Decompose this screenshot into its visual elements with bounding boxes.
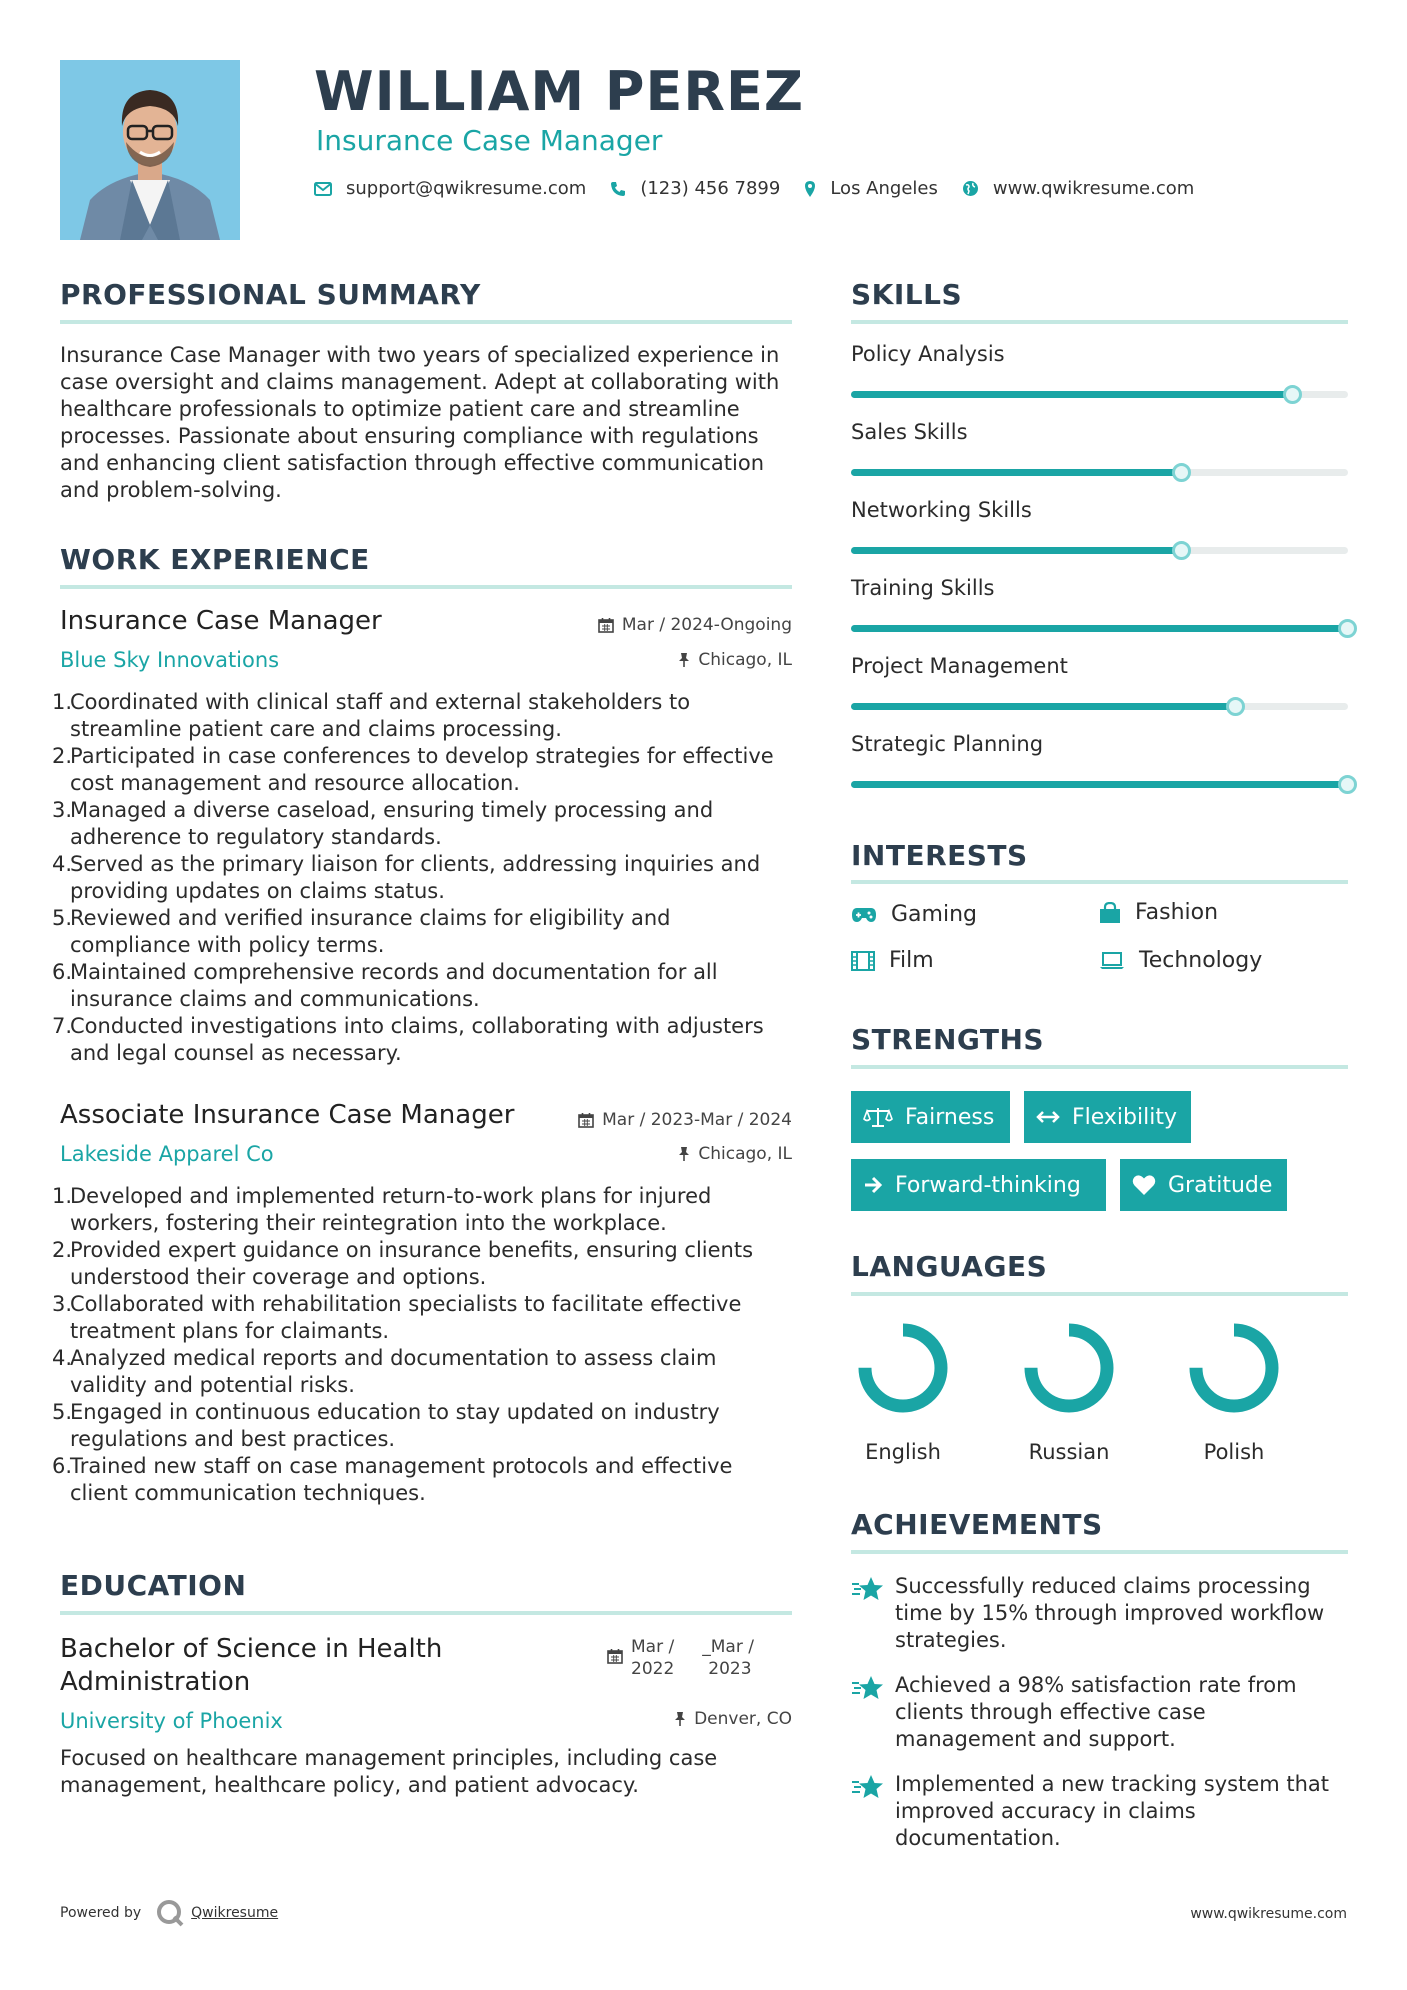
contact-bar bbox=[314, 178, 1218, 199]
skills-divider bbox=[851, 320, 1348, 324]
skill-bar-knob bbox=[1172, 541, 1191, 560]
job-location bbox=[678, 1144, 792, 1164]
skill-label: Sales Skills bbox=[851, 420, 968, 444]
list-text: Participated in case conferences to develop strategies for effective cost management and resource allocation. bbox=[70, 744, 774, 795]
languages-divider bbox=[851, 1292, 1348, 1296]
heart-icon bbox=[1132, 1174, 1156, 1196]
list-number: 1. bbox=[52, 690, 73, 714]
skill-bar-fill bbox=[851, 625, 1348, 632]
list-number: 6. bbox=[52, 1454, 73, 1478]
start-year: 2022 bbox=[631, 1659, 675, 1679]
interest-label: Fashion bbox=[1135, 900, 1219, 925]
language-item bbox=[833, 1318, 973, 1464]
language-label: English bbox=[865, 1440, 941, 1464]
interest-label: Technology bbox=[1139, 948, 1263, 973]
achievement-item bbox=[851, 1573, 1351, 1654]
job-title: Associate Insurance Case Manager bbox=[60, 1100, 515, 1130]
list-item bbox=[52, 1345, 792, 1399]
contact-website[interactable] bbox=[962, 178, 1194, 199]
language-ring-arc bbox=[865, 1330, 941, 1406]
job-location-text: Chicago, IL bbox=[698, 1144, 792, 1164]
list-item bbox=[52, 1013, 792, 1067]
list-item bbox=[52, 1291, 792, 1345]
pushpin-icon bbox=[674, 1711, 686, 1727]
list-text: Served as the primary liaison for clients, addressing inquiries and providing updates on claims status. bbox=[70, 852, 761, 903]
list-number: 6. bbox=[52, 960, 73, 984]
work-heading: WORK EXPERIENCE bbox=[60, 543, 370, 576]
list-number: 3. bbox=[52, 798, 73, 822]
phone-text: (123) 456 7899 bbox=[640, 178, 781, 199]
skill-label: Project Management bbox=[851, 654, 1068, 678]
job-location bbox=[678, 650, 792, 670]
calendar-icon bbox=[578, 1112, 594, 1128]
achievement-item bbox=[851, 1672, 1351, 1753]
education-heading: EDUCATION bbox=[60, 1569, 247, 1602]
strength-fairness bbox=[851, 1091, 1010, 1143]
interests-heading: INTERESTS bbox=[851, 839, 1028, 872]
list-text: Collaborated with rehabilitation specialists to facilitate effective treatment plans for claimants. bbox=[70, 1292, 742, 1343]
list-text: Managed a diverse caseload, ensuring timely processing and adherence to regulatory standards. bbox=[70, 798, 714, 849]
skill-bar-fill bbox=[851, 547, 1182, 554]
education-divider bbox=[60, 1611, 792, 1615]
job-dates bbox=[578, 1110, 792, 1130]
end-year: 2023 bbox=[708, 1659, 752, 1679]
list-item bbox=[52, 743, 792, 797]
calendar-icon bbox=[598, 617, 614, 633]
skill-bar-fill bbox=[851, 781, 1348, 788]
contact-location bbox=[804, 178, 938, 199]
list-number: 2. bbox=[52, 744, 73, 768]
skills-heading: SKILLS bbox=[851, 278, 963, 311]
job-location-text: Chicago, IL bbox=[698, 650, 792, 670]
list-text: Trained new staff on case management protocols and effective client communication techniques. bbox=[70, 1454, 733, 1505]
list-number: 5. bbox=[52, 1400, 73, 1424]
candidate-name: WILLIAM PEREZ bbox=[314, 60, 804, 123]
language-ring bbox=[1019, 1318, 1119, 1418]
list-number: 7. bbox=[52, 1014, 73, 1038]
interest-label: Gaming bbox=[891, 902, 977, 927]
achievements-divider bbox=[851, 1550, 1348, 1554]
skill-bar-fill bbox=[851, 703, 1236, 710]
end-month: _Mar / bbox=[702, 1637, 754, 1657]
list-text: Maintained comprehensive records and documentation for all insurance claims and communications. bbox=[70, 960, 718, 1011]
skill-bar-knob bbox=[1338, 619, 1357, 638]
interest-fashion bbox=[1099, 900, 1218, 925]
education-dates bbox=[607, 1636, 754, 1680]
job-bullets bbox=[52, 689, 792, 1067]
list-text: Analyzed medical reports and documentation to assess claim validity and potential risks. bbox=[70, 1346, 717, 1397]
achievement-item bbox=[851, 1771, 1351, 1852]
list-item bbox=[52, 1237, 792, 1291]
job-bullets bbox=[52, 1183, 792, 1507]
skill-label: Training Skills bbox=[851, 576, 995, 600]
skill-label: Policy Analysis bbox=[851, 342, 1005, 366]
skill-bar-knob bbox=[1226, 697, 1245, 716]
language-item bbox=[1164, 1318, 1304, 1464]
skill-bar-knob bbox=[1172, 463, 1191, 482]
achievement-text: Achieved a 98% satisfaction rate from clients through effective case management and support. bbox=[895, 1673, 1297, 1751]
star-icon bbox=[851, 1672, 895, 1753]
email-text: support@qwikresume.com bbox=[346, 178, 587, 199]
powered-by-text: Powered by bbox=[60, 1905, 142, 1921]
skill-bar-fill bbox=[851, 391, 1293, 398]
list-number: 4. bbox=[52, 1346, 73, 1370]
strength-forward-thinking bbox=[851, 1159, 1106, 1211]
list-number: 3. bbox=[52, 1292, 73, 1316]
profile-photo bbox=[60, 60, 240, 240]
strength-label: Fairness bbox=[905, 1104, 995, 1130]
list-item bbox=[52, 797, 792, 851]
language-ring-arc bbox=[1031, 1330, 1107, 1406]
skill-label: Networking Skills bbox=[851, 498, 1032, 522]
skill-bar bbox=[851, 703, 1348, 710]
list-item bbox=[52, 905, 792, 959]
company-name: Lakeside Apparel Co bbox=[60, 1142, 274, 1166]
interest-technology bbox=[1099, 948, 1262, 973]
list-item bbox=[52, 959, 792, 1013]
shopping-bag-icon bbox=[1099, 902, 1121, 924]
job-dates-text: Mar / 2024-Ongoing bbox=[621, 615, 792, 635]
list-item bbox=[52, 689, 792, 743]
list-number: 4. bbox=[52, 852, 73, 876]
interests-divider bbox=[851, 880, 1348, 884]
list-text: Coordinated with clinical staff and external stakeholders to streamline patient care and claims processing. bbox=[70, 690, 691, 741]
list-item bbox=[52, 1183, 792, 1237]
star-icon bbox=[851, 1573, 895, 1654]
envelope-icon bbox=[314, 182, 332, 196]
language-label: Polish bbox=[1203, 1440, 1265, 1464]
interest-gaming bbox=[851, 902, 977, 927]
strength-label: Gratitude bbox=[1168, 1172, 1273, 1198]
strength-gratitude bbox=[1120, 1159, 1287, 1211]
list-item bbox=[52, 851, 792, 905]
language-label: Russian bbox=[1028, 1440, 1110, 1464]
balance-scale-icon bbox=[863, 1106, 893, 1128]
star-icon bbox=[851, 1771, 895, 1852]
job-dates-text: Mar / 2023-Mar / 2024 bbox=[602, 1110, 792, 1130]
skill-bar bbox=[851, 625, 1348, 632]
start-month: Mar / bbox=[631, 1637, 675, 1657]
school-name: University of Phoenix bbox=[60, 1709, 283, 1733]
language-ring-arc bbox=[1196, 1330, 1272, 1406]
arrow-right-icon bbox=[863, 1176, 883, 1194]
degree-line-2: Administration bbox=[60, 1667, 251, 1697]
qwikresume-logo-icon bbox=[155, 1898, 185, 1928]
list-number: 5. bbox=[52, 906, 73, 930]
work-divider bbox=[60, 585, 792, 589]
strength-flexibility bbox=[1024, 1091, 1191, 1143]
website-text: www.qwikresume.com bbox=[992, 178, 1195, 199]
list-number: 1. bbox=[52, 1184, 73, 1208]
strengths-divider bbox=[851, 1065, 1348, 1069]
footer-powered-by bbox=[60, 1898, 278, 1928]
contact-email[interactable] bbox=[314, 178, 586, 199]
footer-url[interactable]: www.qwikresume.com bbox=[1190, 1906, 1347, 1922]
skill-bar-fill bbox=[851, 469, 1182, 476]
list-text: Provided expert guidance on insurance benefits, ensuring clients understood their coverage and options. bbox=[70, 1238, 754, 1289]
achievement-text: Implemented a new tracking system that improved accuracy in claims documentation. bbox=[895, 1772, 1330, 1850]
languages-heading: LANGUAGES bbox=[851, 1250, 1048, 1283]
gamepad-icon bbox=[851, 907, 877, 923]
list-text: Developed and implemented return-to-work plans for injured workers, fostering their reintegration into the workplace. bbox=[70, 1184, 712, 1235]
contact-phone[interactable] bbox=[610, 178, 780, 199]
skill-label: Strategic Planning bbox=[851, 732, 1044, 756]
summary-divider bbox=[60, 320, 792, 324]
skill-bar bbox=[851, 547, 1348, 554]
language-item bbox=[999, 1318, 1139, 1464]
language-ring bbox=[1184, 1318, 1284, 1418]
skill-bar bbox=[851, 781, 1348, 788]
interest-film bbox=[851, 948, 934, 973]
skill-bar-knob bbox=[1283, 385, 1302, 404]
map-pin-icon bbox=[804, 180, 816, 198]
list-item bbox=[52, 1399, 792, 1453]
summary-text: Insurance Case Manager with two years of specialized experience in case oversight and claims management. Adept at collaborating with healthcare professionals to optimize patient care and streamline processes. Passionate about ensuring compliance with regulations and enhancing client satisfaction through effective communication and problem-solving. bbox=[60, 343, 780, 502]
language-ring bbox=[853, 1318, 953, 1418]
achievements-heading: ACHIEVEMENTS bbox=[851, 1508, 1103, 1541]
calendar-icon bbox=[607, 1648, 623, 1680]
education-location-text: Denver, CO bbox=[694, 1709, 792, 1729]
arrows-horizontal-icon bbox=[1036, 1110, 1060, 1124]
brand-link[interactable]: Qwikresume bbox=[191, 1905, 279, 1921]
education-location bbox=[674, 1709, 792, 1729]
list-text: Conducted investigations into claims, collaborating with adjusters and legal counsel as necessary. bbox=[70, 1014, 764, 1065]
job-dates bbox=[598, 615, 792, 635]
laptop-icon bbox=[1099, 952, 1125, 970]
skill-bar-knob bbox=[1338, 775, 1357, 794]
globe-icon bbox=[962, 180, 979, 197]
company-name: Blue Sky Innovations bbox=[60, 648, 280, 672]
list-number: 2. bbox=[52, 1238, 73, 1262]
interest-label: Film bbox=[889, 948, 934, 973]
pushpin-icon bbox=[678, 1146, 690, 1162]
list-text: Engaged in continuous education to stay updated on industry regulations and best practices. bbox=[70, 1400, 720, 1451]
degree-line-1: Bachelor of Science in Health bbox=[60, 1634, 443, 1664]
summary-heading: PROFESSIONAL SUMMARY bbox=[60, 278, 481, 311]
candidate-role: Insurance Case Manager bbox=[316, 124, 663, 157]
strengths-heading: STRENGTHS bbox=[851, 1023, 1045, 1056]
phone-icon bbox=[610, 181, 626, 197]
job-title: Insurance Case Manager bbox=[60, 606, 382, 636]
skill-bar bbox=[851, 391, 1348, 398]
achievement-text: Successfully reduced claims processing time by 15% through improved workflow strategies. bbox=[895, 1574, 1325, 1652]
strength-label: Forward-thinking bbox=[895, 1172, 1081, 1198]
list-text: Reviewed and verified insurance claims for eligibility and compliance with policy terms. bbox=[70, 906, 671, 957]
pushpin-icon bbox=[678, 652, 690, 668]
skill-bar bbox=[851, 469, 1348, 476]
film-icon bbox=[851, 951, 875, 971]
list-item bbox=[52, 1453, 792, 1507]
education-text: Focused on healthcare management principles, including case management, healthcare policy, and patient advocacy. bbox=[60, 1746, 718, 1797]
strength-label: Flexibility bbox=[1072, 1104, 1177, 1130]
location-text: Los Angeles bbox=[830, 178, 938, 199]
